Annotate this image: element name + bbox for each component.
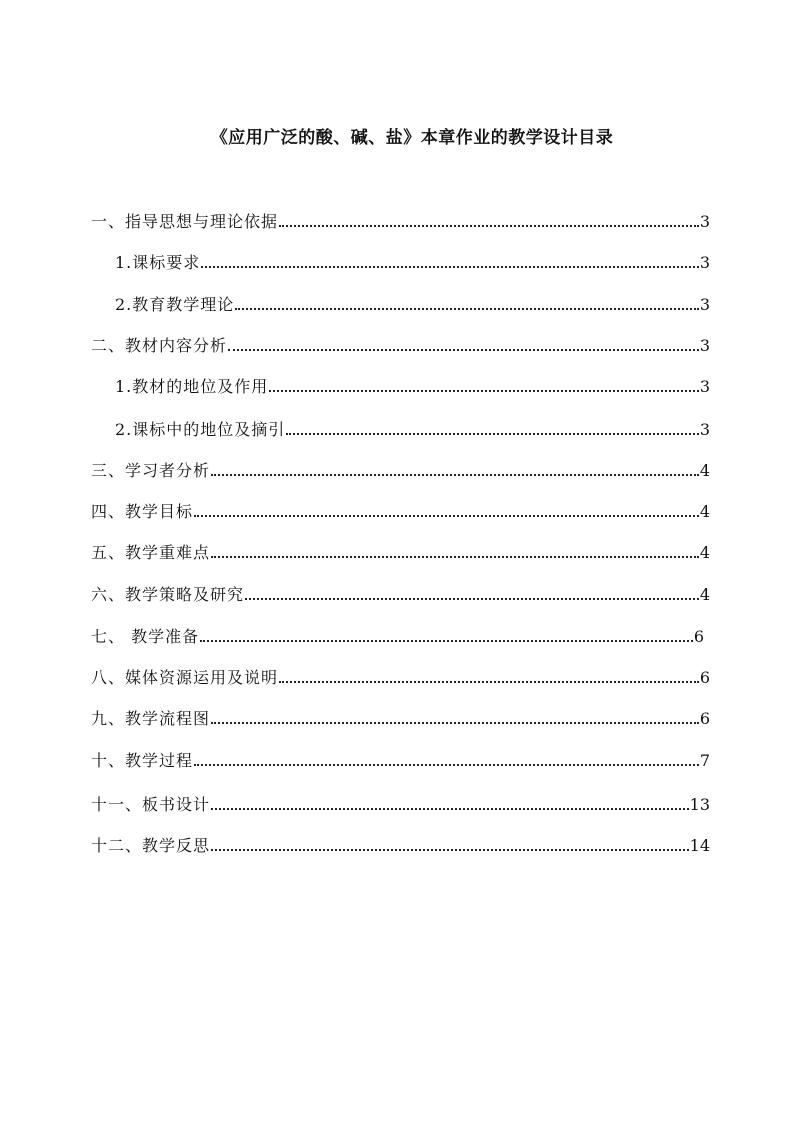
toc-dot-leader bbox=[200, 625, 693, 649]
toc-entry-page-number: 13 bbox=[689, 795, 710, 814]
toc-dot-leader bbox=[286, 418, 699, 442]
toc-entry bbox=[91, 500, 710, 524]
toc-dot-leader bbox=[211, 707, 699, 731]
toc-entry-label: 五、教学重难点 bbox=[91, 543, 211, 562]
toc-entry bbox=[115, 375, 710, 399]
toc-entry bbox=[91, 666, 710, 690]
toc-entry-label: 一、指导思想与理论依据 bbox=[91, 212, 279, 231]
toc-entry bbox=[91, 834, 710, 858]
toc-entry-page-number: 3 bbox=[699, 253, 710, 272]
toc-entry-page-number: 4 bbox=[699, 585, 710, 604]
toc-entry-label: 十一、板书设计 bbox=[91, 795, 211, 814]
toc-entry-page-number: 6 bbox=[699, 668, 710, 687]
toc-dot-leader bbox=[194, 500, 699, 524]
toc-dot-leader bbox=[269, 375, 699, 399]
toc-entry-label: 十二、教学反思 bbox=[91, 836, 211, 855]
toc-entry-label: 2.课标中的地位及摘引 bbox=[115, 420, 286, 439]
toc-entry bbox=[91, 210, 710, 234]
toc-entry bbox=[91, 625, 704, 649]
toc-dot-leader bbox=[279, 210, 699, 234]
toc-dot-leader bbox=[235, 293, 699, 317]
toc-entry-page-number: 6 bbox=[693, 627, 704, 646]
toc-entry-page-number: 4 bbox=[699, 543, 710, 562]
toc-entry-page-number: 6 bbox=[699, 709, 710, 728]
toc-entry bbox=[115, 293, 710, 317]
toc-entry bbox=[91, 583, 710, 607]
toc-entry bbox=[91, 541, 710, 565]
toc-entry-label: 九、教学流程图 bbox=[91, 709, 211, 728]
toc-entry-label: 2.教育教学理论 bbox=[115, 295, 235, 314]
toc-entry bbox=[115, 251, 710, 275]
toc-dot-leader bbox=[279, 666, 699, 690]
toc-entry-page-number: 4 bbox=[699, 461, 710, 480]
toc-dot-leader bbox=[211, 541, 699, 565]
toc-entry-page-number: 14 bbox=[689, 836, 710, 855]
toc-entry-label: 十、教学过程 bbox=[91, 751, 194, 770]
toc-entry bbox=[91, 334, 710, 358]
toc-entry-label: 七、 教学准备 bbox=[91, 627, 200, 646]
toc-dot-leader bbox=[228, 334, 699, 358]
toc-entry-label: 六、教学策略及研究 bbox=[91, 585, 245, 604]
toc-entry-label: 八、媒体资源运用及说明 bbox=[91, 668, 279, 687]
toc-dot-leader bbox=[245, 583, 699, 607]
toc-entry-label: 1.教材的地位及作用 bbox=[115, 377, 269, 396]
toc-entry-page-number: 4 bbox=[699, 502, 710, 521]
toc-entry-page-number: 3 bbox=[699, 377, 710, 396]
toc-entry bbox=[91, 707, 710, 731]
toc-dot-leader bbox=[211, 834, 689, 858]
toc-entry-page-number: 3 bbox=[699, 295, 710, 314]
toc-entry-page-number: 3 bbox=[699, 420, 710, 439]
toc-dot-leader bbox=[211, 793, 689, 817]
toc-entry-page-number: 3 bbox=[699, 212, 710, 231]
document-title: 《应用广泛的酸、碱、盐》本章作业的教学设计目录 bbox=[210, 128, 614, 148]
toc-entry-label: 二、教材内容分析 bbox=[91, 336, 228, 355]
toc-dot-leader bbox=[211, 459, 699, 483]
toc-entry bbox=[91, 793, 710, 817]
toc-entry bbox=[115, 418, 710, 442]
toc-entry-label: 三、学习者分析 bbox=[91, 461, 211, 480]
toc-entry-label: 四、教学目标 bbox=[91, 502, 194, 521]
toc-dot-leader bbox=[201, 251, 699, 275]
toc-entry-page-number: 7 bbox=[699, 751, 710, 770]
toc-entry-page-number: 3 bbox=[699, 336, 710, 355]
toc-entry-label: 1.课标要求 bbox=[115, 253, 201, 272]
toc-entry bbox=[91, 459, 710, 483]
toc-entry bbox=[91, 749, 710, 773]
toc-dot-leader bbox=[194, 749, 699, 773]
